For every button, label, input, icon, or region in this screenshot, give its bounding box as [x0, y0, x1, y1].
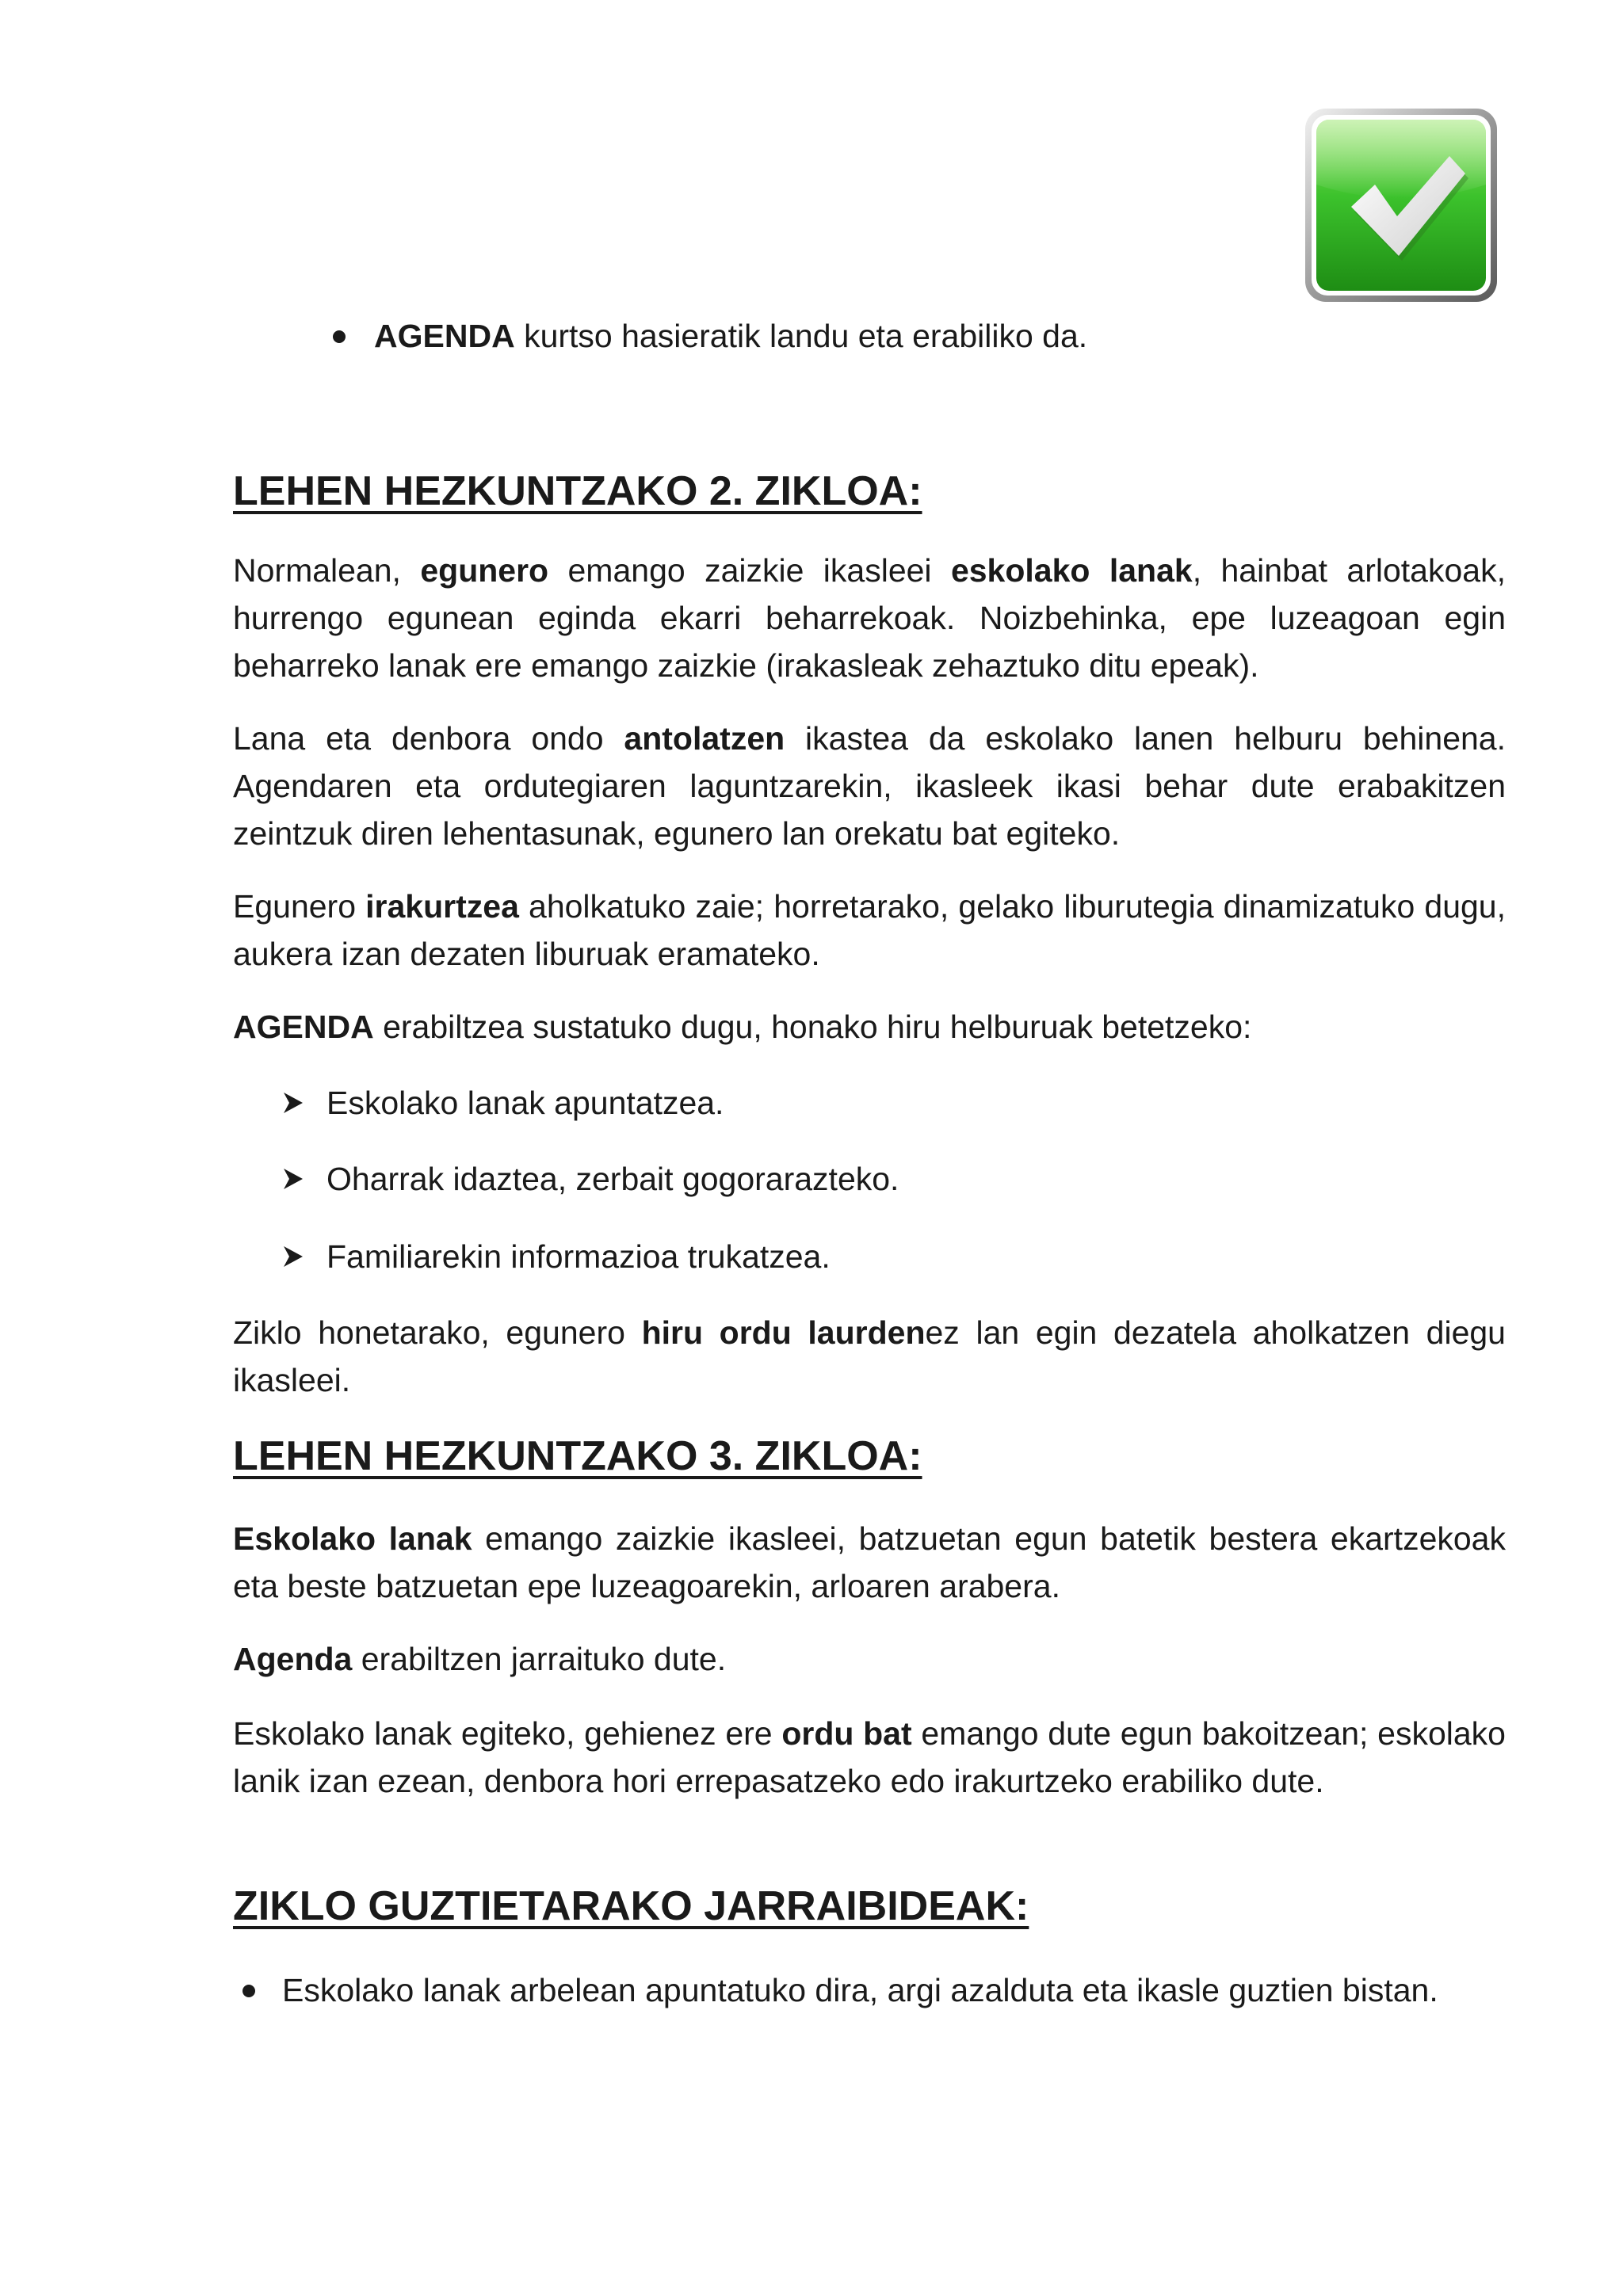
- arrowhead-bullet-icon: [282, 1167, 304, 1191]
- bullet-dot-icon: [333, 330, 346, 343]
- section3-paragraph-3: Eskolako lanak egiteko, gehienez ere ordu bat emango dute egun bakoitzean; eskolako lanik izan ezean, denbora hori errepasatzeko edo irakurtzeko erabiliko dute.: [233, 1715, 1506, 1799]
- section4-heading: ZIKLO GUZTIETARAKO JARRAIBIDEAK:: [233, 1883, 1029, 1929]
- agenda-bullet-text: [374, 312, 1087, 360]
- section2-paragraph-2: Lana eta denbora ondo antolatzen ikastea da eskolako lanen helburu behinena. Agendaren eta ordutegiaren laguntzarekin, ikasleek ikasi behar dute erabakitzen zeintzuk diren lehentasunak, egunero lan orekatu bat egiteko.: [233, 720, 1506, 852]
- section3-heading: LEHEN HEZKUNTZAKO 3. ZIKLOA:: [233, 1433, 922, 1479]
- section2-paragraph-4: AGENDA erabiltzea sustatuko dugu, honako hiru helburuak betetzeko:: [233, 1009, 1252, 1045]
- guidelines-bullet-text: Eskolako lanak arbelean apuntatuko dira, argi azalduta eta ikasle guztien bistan.: [282, 1972, 1438, 2008]
- bullet-dot-icon: [242, 1985, 255, 1997]
- section2-paragraph-5: Ziklo honetarako, egunero hiru ordu laurdenez lan egin dezatela aholkatzen diegu ikasleei.: [233, 1314, 1506, 1398]
- green-checkmark-icon: [1302, 105, 1500, 305]
- arrowhead-bullet-icon: [282, 1245, 304, 1268]
- section2-heading: LEHEN HEZKUNTZAKO 2. ZIKLOA:: [233, 468, 922, 514]
- section2-paragraph-3: Egunero irakurtzea aholkatuko zaie; horretarako, gelako liburutegia dinamizatuko dugu, aukera izan dezaten liburuak eramateko.: [233, 888, 1507, 972]
- section3-paragraph-1: Eskolako lanak emango zaizkie ikasleei, batzuetan egun batetik bestera ekartzekoak eta beste batzuetan epe luzeagoarekin, arloaren arabera.: [233, 1520, 1506, 1604]
- agenda-bold: AGENDA: [374, 318, 515, 354]
- section3-paragraph-2: Agenda erabiltzen jarraituko dute.: [233, 1641, 727, 1677]
- agenda-text: kurtso hasieratik landu eta erabiliko da.: [514, 318, 1088, 354]
- arrowhead-bullet-icon: [282, 1091, 304, 1115]
- section2-paragraph-1: Normalean, egunero emango zaizkie ikasleei eskolako lanak, hainbat arlotakoak, hurrengo egunean eginda ekarri beharrekoak. Noizbehinka, epe luzeagoan egin beharreko lanak ere emango zaizkie (irakasleak zehaztuko ditu epeak).: [233, 552, 1506, 684]
- arrow-item-text: Oharrak idaztea, zerbait gogorarazteko.: [327, 1161, 899, 1197]
- arrow-item-text: Eskolako lanak apuntatzea.: [327, 1085, 724, 1121]
- arrow-item-text: Familiarekin informazioa trukatzea.: [327, 1238, 831, 1275]
